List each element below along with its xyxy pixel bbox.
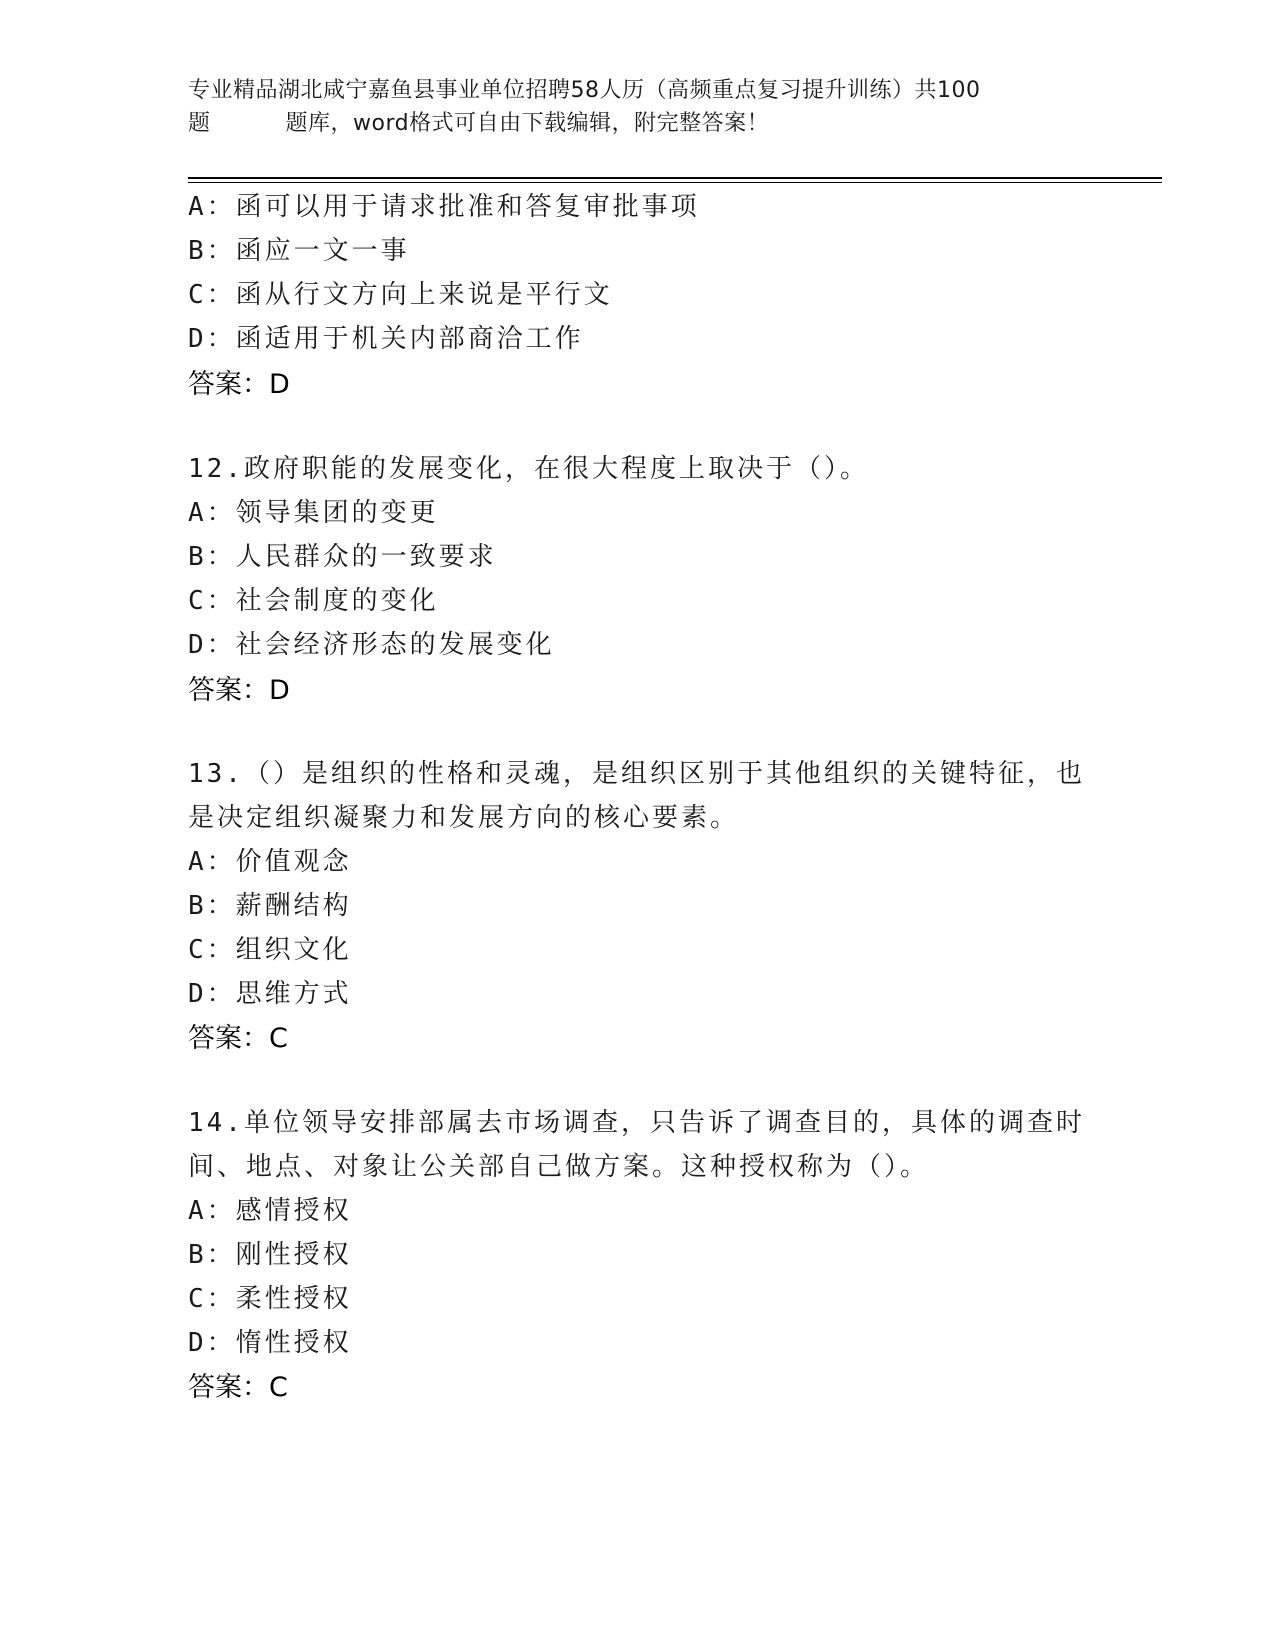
question-13-answer: 答案：C [188,1023,288,1054]
prev-question-option-a: A：函可以用于请求批准和答复审批事项 [188,192,700,222]
header-title-line2 [188,107,1088,140]
question-14-option-b: B：刚性授权 [188,1240,352,1270]
document-header [188,74,1088,140]
question-13-stem-line1: 13.（）是组织的性格和灵魂，是组织区别于其他组织的关键特征，也 [188,759,1085,789]
question-14-stem-line2: 间、地点、对象让公关部自己做方案。这种授权称为（）。 [188,1152,930,1182]
prev-question-option-c: C：函从行文方向上来说是平行文 [188,280,613,310]
question-14-option-a: A：感情授权 [188,1196,352,1226]
question-13-option-c: C：组织文化 [188,935,352,965]
question-14-stem-line1: 14.单位领导安排部属去市场调查，只告诉了调查目的，具体的调查时 [188,1108,1085,1138]
question-12-option-a: A：领导集团的变更 [188,498,439,528]
question-12-option-b: B：人民群众的一致要求 [188,542,497,572]
question-14-option-c: C：柔性授权 [188,1284,352,1314]
question-14-option-d: D：惰性授权 [188,1328,352,1358]
question-14-answer: 答案：C [188,1372,288,1403]
question-13-stem-line2: 是决定组织凝聚力和发展方向的核心要素。 [188,803,740,833]
prev-question-answer: 答案：D [188,369,290,400]
question-12-option-c: C：社会制度的变化 [188,586,439,616]
header-title-line2-left: 题 [188,111,211,136]
question-13-option-b: B：薪酬结构 [188,891,352,921]
header-title-line1: 专业精品湖北咸宁嘉鱼县事业单位招聘58人历（高频重点复习提升训练）共100 [188,78,981,103]
question-12-option-d: D：社会经济形态的发展变化 [188,630,555,660]
question-12-answer: 答案：D [188,675,290,706]
question-13-option-a: A：价值观念 [188,847,352,877]
header-divider-thin [188,182,1162,183]
prev-question-option-d: D：函适用于机关内部商洽工作 [188,324,584,354]
question-13-option-d: D：思维方式 [188,979,352,1009]
question-12-stem: 12.政府职能的发展变化，在很大程度上取决于（）。 [188,454,869,484]
header-divider-thick [188,177,1162,179]
prev-question-option-b: B：函应一文一事 [188,236,410,266]
header-title-line2-right: 题库，word格式可自由下载编辑，附完整答案！ [285,111,770,136]
